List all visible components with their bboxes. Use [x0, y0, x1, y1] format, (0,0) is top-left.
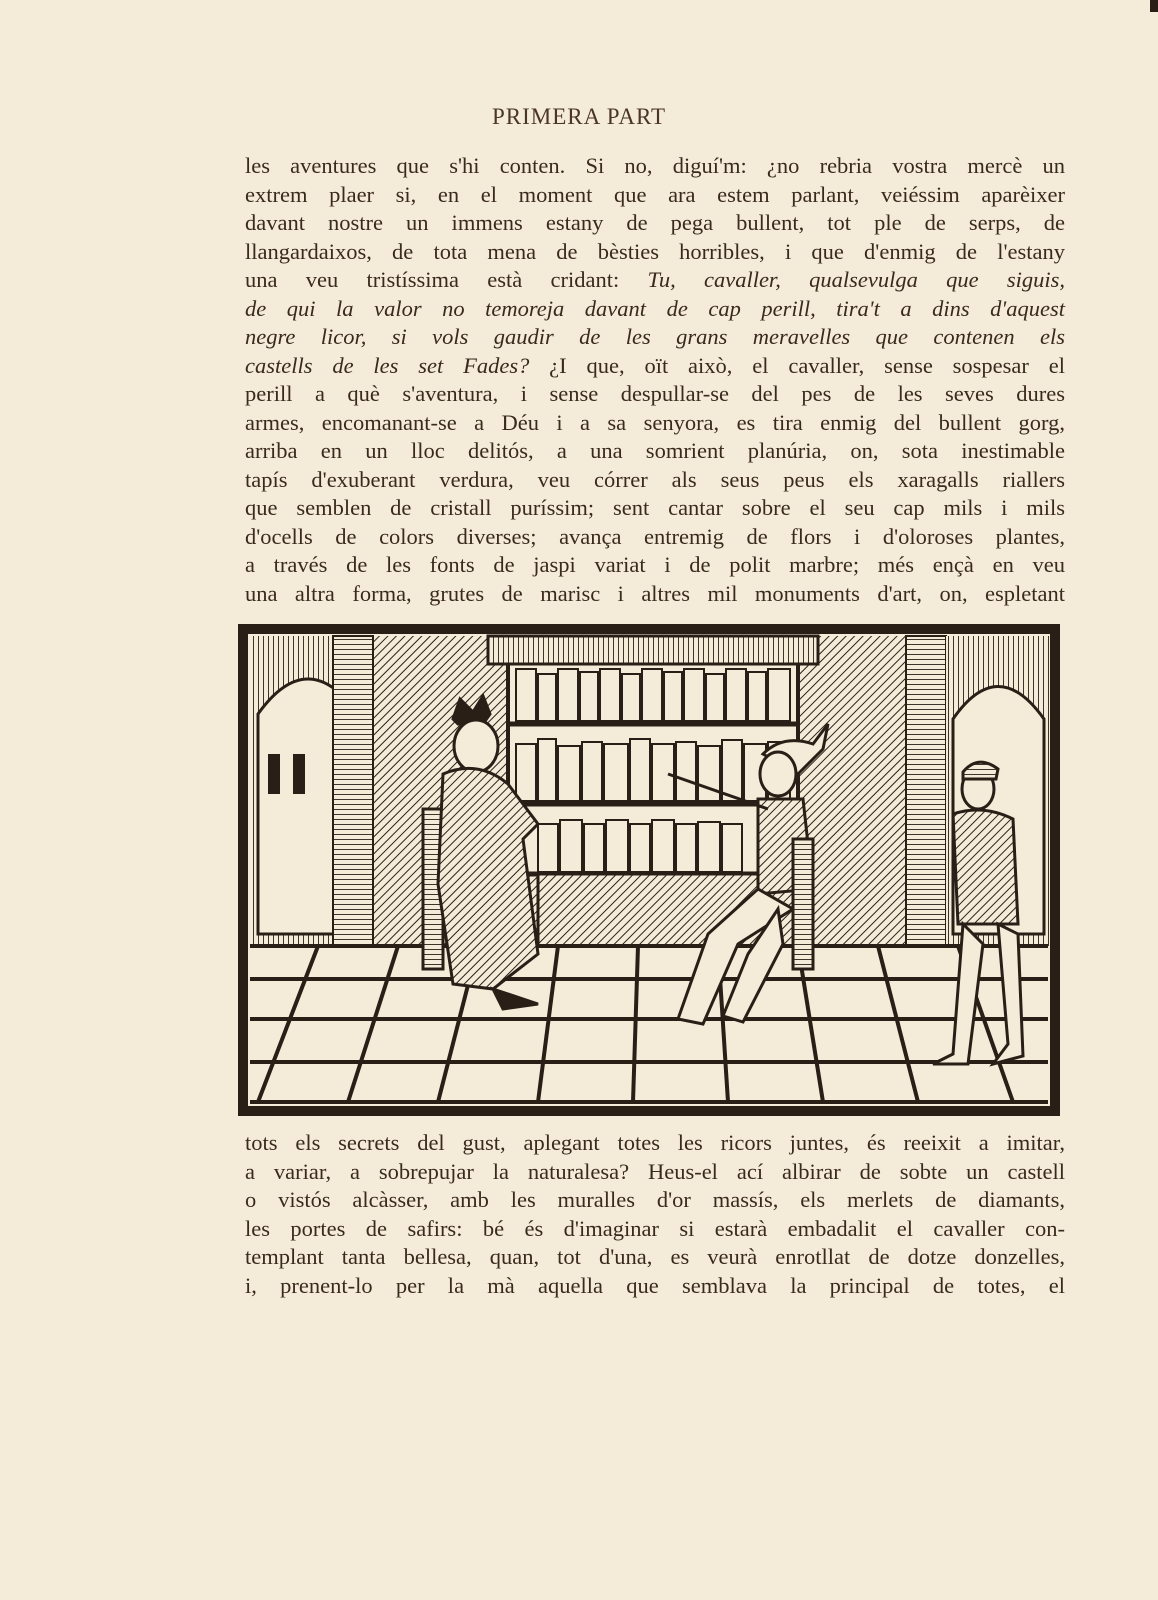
text-line: templant tanta bellesa, quan, tot d'una, es veurà enrotllat de dotze donzelles,	[245, 1244, 1065, 1269]
corner-mark	[1150, 0, 1158, 12]
text-line: una veu tristíssima està cridant: Tu, cavaller, qualsevulga que siguis,	[245, 267, 1065, 292]
right-column	[906, 636, 946, 946]
text-line: negre licor, si vols gaudir de les grans meravelles que contenen els	[245, 324, 1065, 349]
text-line: tapís d'exuberant verdura, veu córrer als seus peus els xaragalls riallers	[245, 466, 1065, 492]
text-line: perill a què s'aventura, i sense despullar-se del pes de les seves dures	[245, 381, 1065, 406]
woodcut-illustration	[238, 624, 1060, 1116]
text-line: extrem plaer si, en el moment que ara estem parlant, veiéssim aparèixer	[245, 181, 1065, 207]
left-column	[333, 636, 373, 946]
text-block-bottom	[245, 1129, 1065, 1300]
text-line: una altra forma, grutes de marisc i altres mil monuments d'art, on, espletant	[245, 580, 1065, 606]
text-line: armes, encomanant-se a Déu i a sa senyora, es tira enmig del bullent gorg,	[245, 409, 1065, 435]
running-header: PRIMERA PART	[491, 104, 667, 129]
text-line: tots els secrets del gust, aplegant totes les ricors juntes, és reeixit a imitar,	[245, 1130, 1065, 1155]
text-line: castells de les set Fades? ¿I que, oït això, el cavaller, sense sospesar el	[245, 352, 1065, 378]
text-line: davant nostre un immens estany de pega bullent, tot ple de serps, de	[245, 210, 1065, 235]
text-line: les aventures que s'hi conten. Si no, diguí'm: ¿no rebria vostra mercè un	[245, 153, 1065, 178]
text-line: a través de les fonts de jaspi variat i de polit marbre; més ençà en veu	[245, 552, 1065, 577]
text-block-top	[245, 152, 1065, 608]
text-line: arriba en un lloc delitós, a una somrient planúria, on, sota inestimable	[245, 438, 1065, 463]
woodcut-scene	[238, 624, 1060, 1116]
text-line: llangardaixos, de tota mena de bèsties horribles, i que d'enmig de l'estany	[245, 238, 1065, 264]
text-line: d'ocells de colors diverses; avança entremig de flors i d'oloroses plantes,	[245, 523, 1065, 549]
text-line: que semblen de cristall puríssim; sent cantar sobre el seu cap mils i mils	[245, 495, 1065, 520]
tiled-floor	[250, 946, 1048, 1104]
text-line: a variar, a sobrepujar la naturalesa? Heus-el ací albirar de sobte un castell	[245, 1158, 1065, 1184]
text-line: de qui la valor no temoreja davant de cap perill, tira't a dins d'aquest	[245, 295, 1065, 321]
text-line: les portes de safirs: bé és d'imaginar si estarà embadalit el cavaller con-	[245, 1215, 1065, 1241]
text-line: o vistós alcàsser, amb les muralles d'or massís, els merlets de diamants,	[245, 1187, 1065, 1212]
text-line: i, prenent-lo per la mà aquella que semblava la principal de totes, el	[245, 1272, 1065, 1298]
